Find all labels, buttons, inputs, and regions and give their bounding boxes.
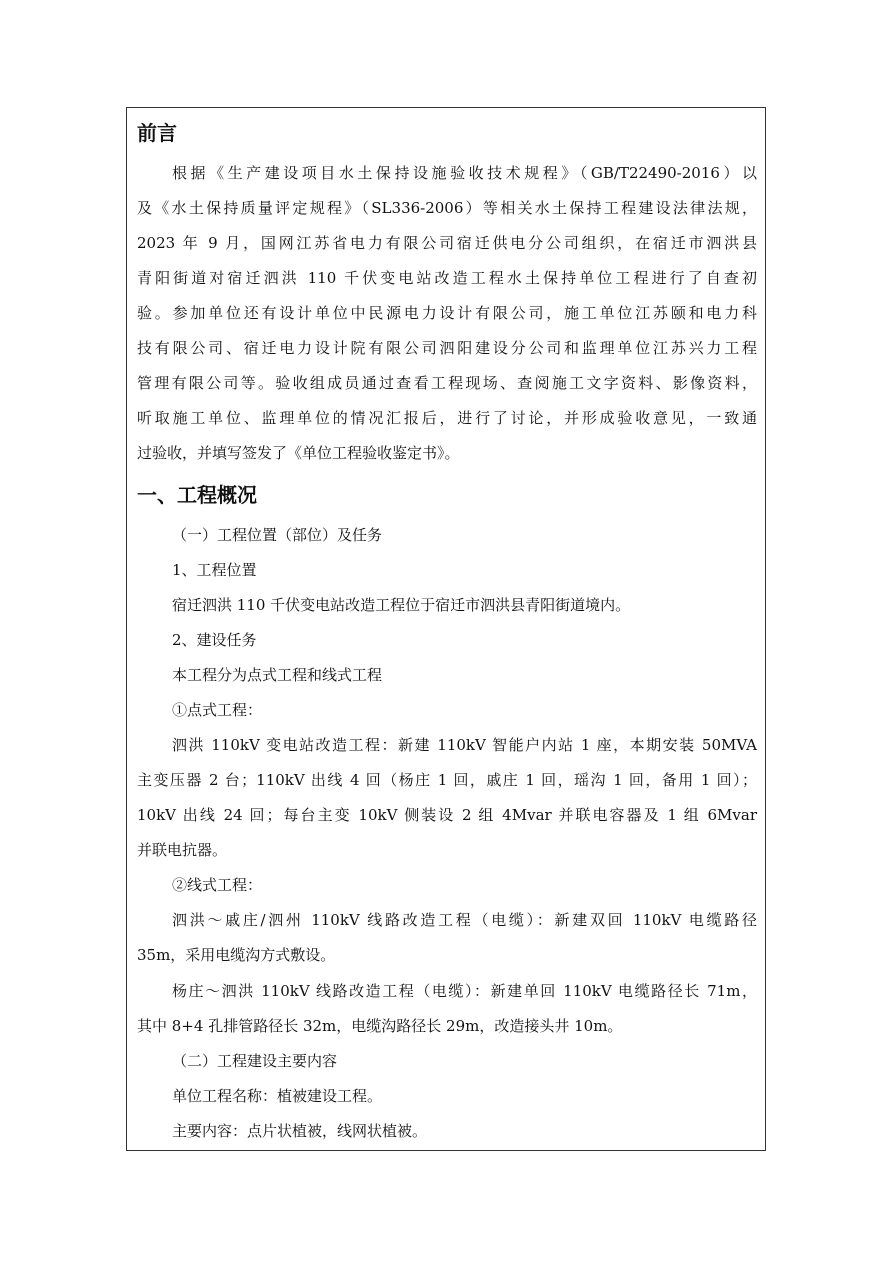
line-project-line: 35m，采用电缆沟方式敷设。 — [137, 946, 336, 964]
unit-project-name: 单位工程名称：植被建设工程。 — [172, 1087, 383, 1105]
point-project-line: 泗洪 110kV 变电站改造工程：新建 110kV 智能户内站 1 座，本期安装 50MVA — [172, 736, 757, 754]
preface-line: 听取施工单位、监理单位的情况汇报后，进行了讨论，并形成验收意见，一致通 — [137, 409, 757, 427]
item-title: 1、工程位置 — [172, 561, 257, 579]
preface-line: 技有限公司、宿迁电力设计院有限公司泗阳建设分公司和监理单位江苏兴力工程 — [137, 339, 757, 357]
item-text: 宿迁泗洪 110 千伏变电站改造工程位于宿迁市泗洪县青阳街道境内。 — [172, 596, 631, 614]
point-project-line: 并联电抗器。 — [137, 841, 228, 859]
subsection-title: （二）工程建设主要内容 — [172, 1052, 338, 1070]
preface-line: 验。参加单位还有设计单位中民源电力设计有限公司，施工单位江苏颐和电力科 — [137, 304, 757, 322]
point-project-title: ①点式工程： — [172, 701, 263, 719]
preface-line: 青阳街道对宿迁泗洪 110 千伏变电站改造工程水土保持单位工程进行了自查初 — [137, 269, 757, 287]
preface-line: 管理有限公司等。验收组成员通过查看工程现场、查阅施工文字资料、影像资料， — [137, 374, 757, 392]
line-project-line: 泗洪～戚庄/泗州 110kV 线路改造工程（电缆）：新建双回 110kV 电缆路径 — [172, 911, 757, 929]
preface-heading: 前言 — [137, 121, 177, 145]
main-content: 主要内容：点片状植被，线网状植被。 — [172, 1122, 428, 1140]
preface-line: 过验收，并填写签发了《单位工程验收鉴定书》。 — [137, 444, 460, 462]
subsection-title: （一）工程位置（部位）及任务 — [172, 526, 383, 544]
preface-line: 及《水土保持质量评定规程》（SL336-2006）等相关水土保持工程建设法律法规， — [137, 199, 757, 217]
line-project-line: 杨庄～泗洪 110kV 线路改造工程（电缆）：新建单回 110kV 电缆路径长 71m， — [172, 982, 757, 1000]
preface-line: 根据《生产建设项目水土保持设施验收技术规程》（GB/T22490-2016）以 — [172, 164, 757, 182]
preface-line: 2023 年 9 月，国网江苏省电力有限公司宿迁供电分公司组织，在宿迁市泗洪县 — [137, 234, 757, 252]
point-project-line: 主变压器 2 台；110kV 出线 4 回（杨庄 1 回，戚庄 1 回，瑶沟 1 回，备用 1 回）； — [137, 771, 757, 789]
section-heading: 一、工程概况 — [137, 483, 257, 507]
line-project-line: 其中 8+4 孔排管路径长 32m，电缆沟路径长 29m，改造接头井 10m。 — [137, 1017, 623, 1035]
item-title: 2、建设任务 — [172, 631, 257, 649]
line-project-title: ②线式工程： — [172, 876, 263, 894]
item-text: 本工程分为点式工程和线式工程 — [172, 666, 383, 684]
point-project-line: 10kV 出线 24 回；每台主变 10kV 侧装设 2 组 4Mvar 并联电容器及 1 组 6Mvar — [137, 806, 757, 824]
